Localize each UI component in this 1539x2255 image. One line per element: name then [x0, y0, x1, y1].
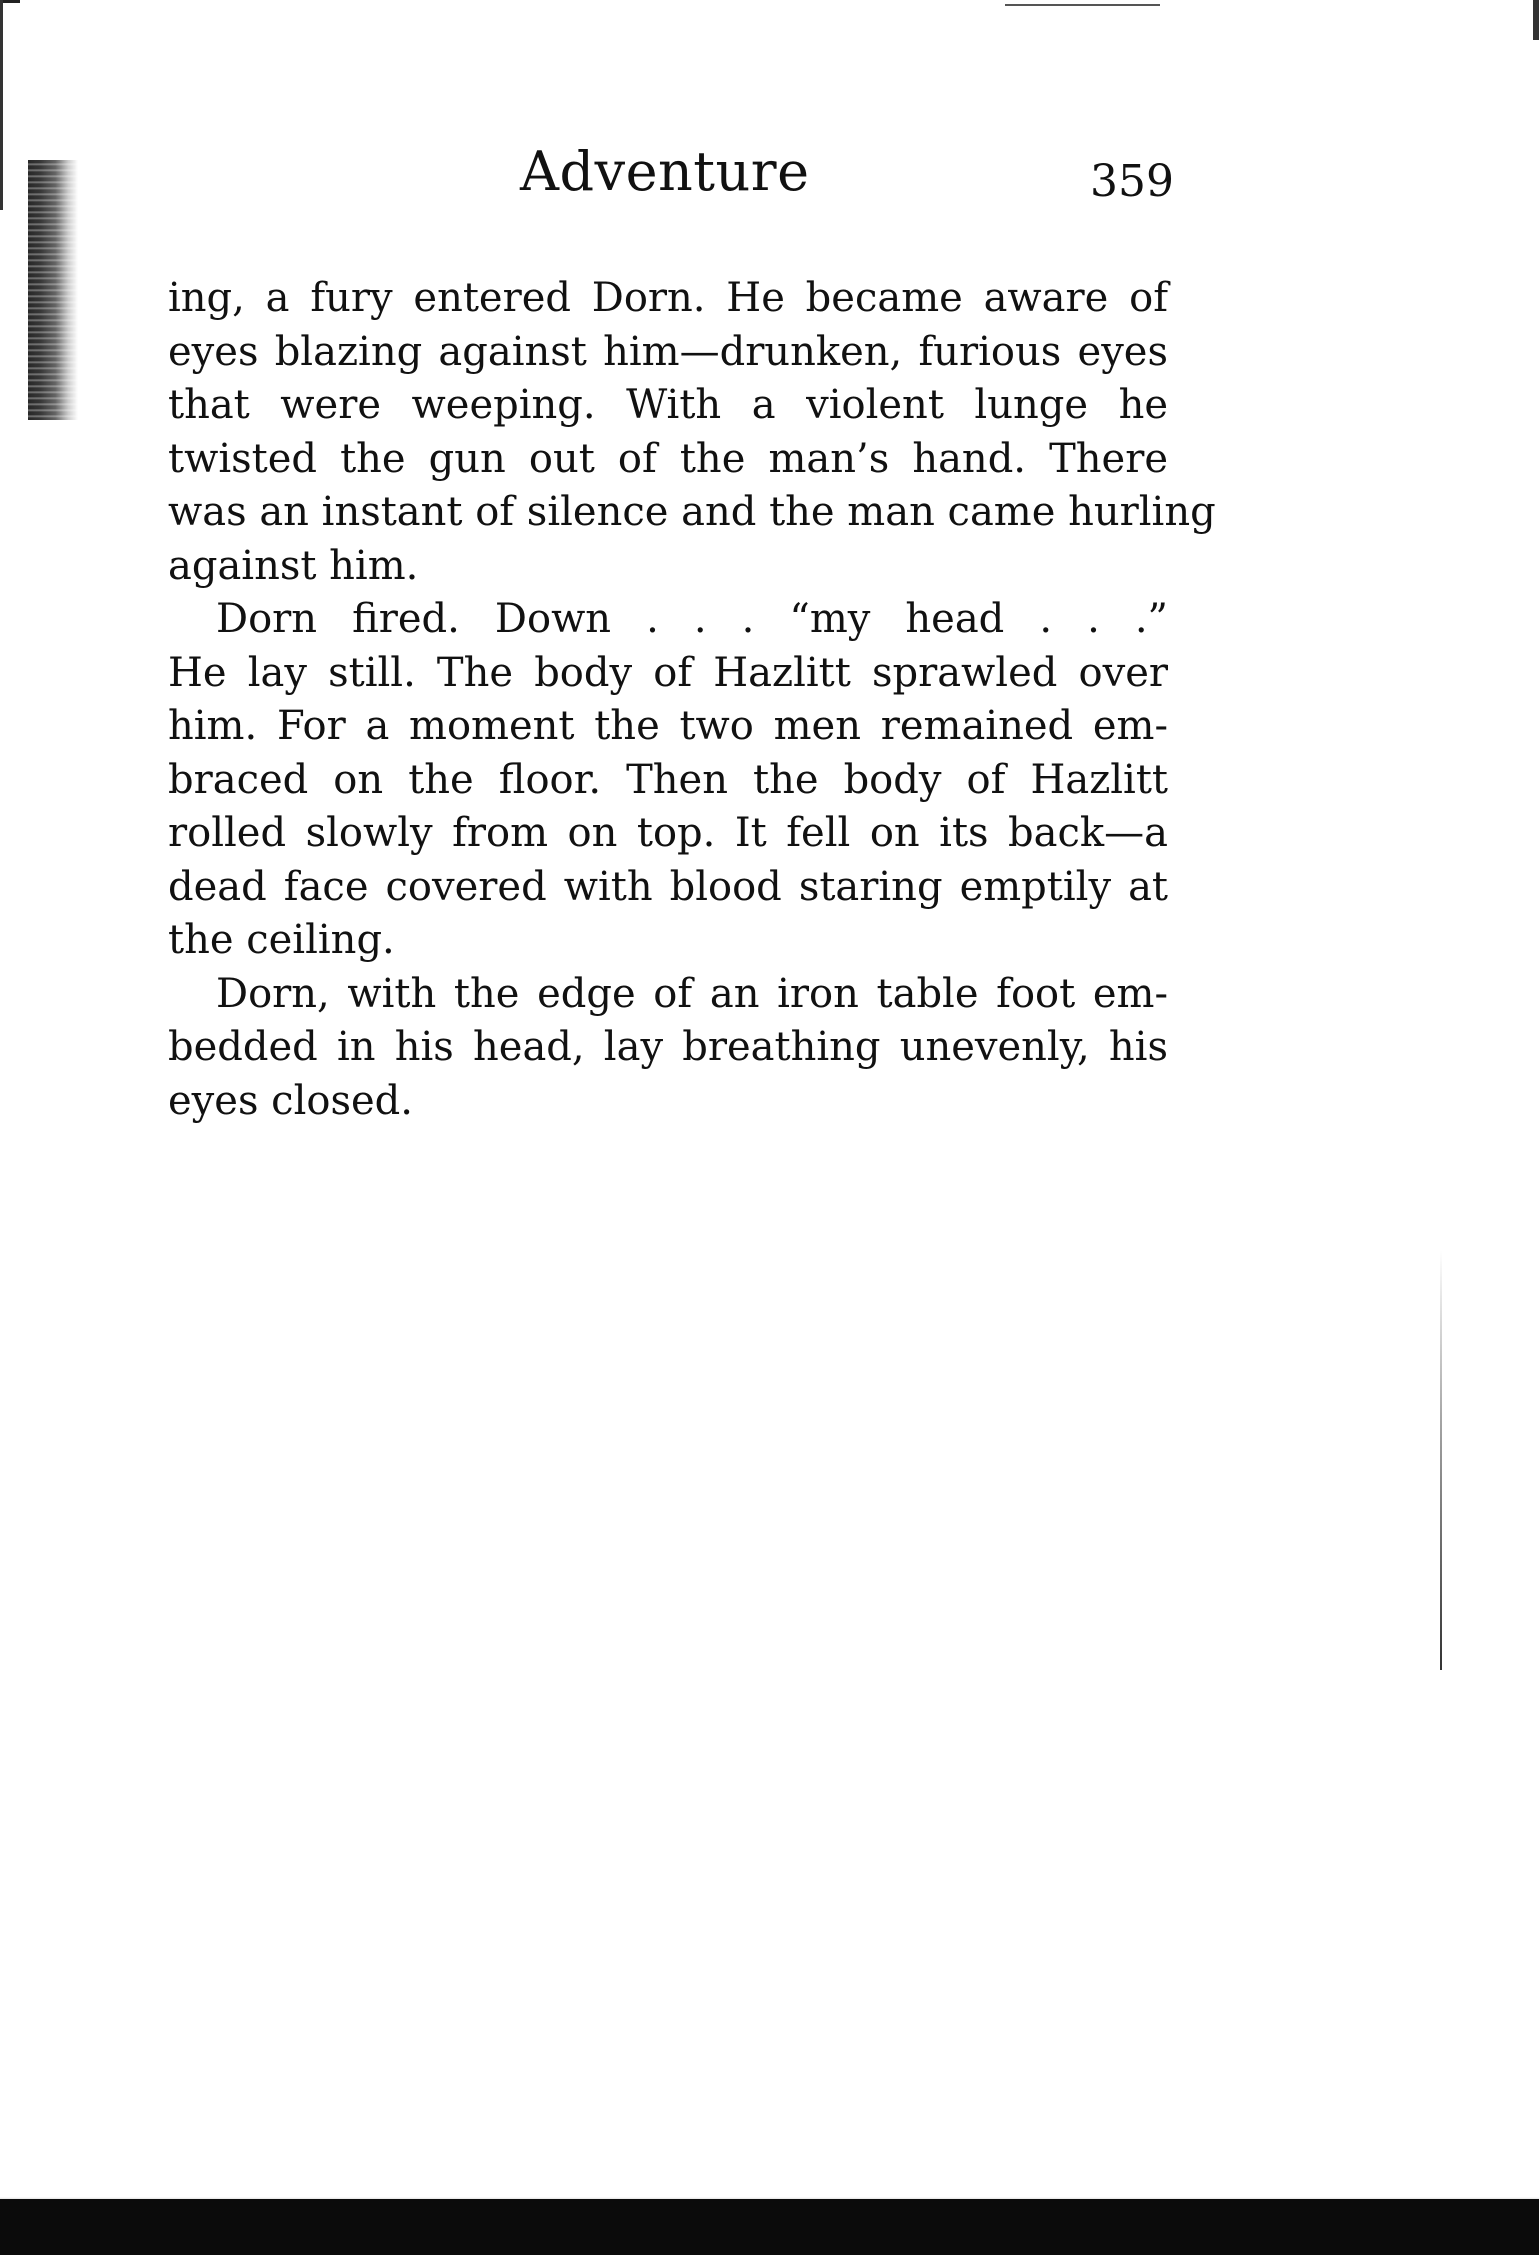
paragraph	[168, 272, 1216, 593]
scan-left-edge	[0, 0, 3, 210]
page-number: 359	[1090, 156, 1174, 207]
body-text	[168, 272, 1216, 1128]
text-line: him. For a moment the two men remained em-	[168, 703, 1168, 749]
text-line: rolled slowly from on top. It fell on its back—a	[168, 810, 1168, 856]
scan-bottom-band	[0, 2199, 1539, 2255]
scan-border-corner	[0, 0, 20, 3]
text-line: the ceiling.	[168, 917, 395, 963]
running-head: Adventure	[520, 140, 810, 203]
text-line: against him.	[168, 542, 419, 589]
text-line: twisted the gun out of the man’s hand. There	[168, 435, 1168, 482]
text-line: that were weeping. With a violent lunge he	[168, 382, 1168, 428]
text-line: eyes closed.	[168, 1077, 413, 1124]
scan-top-rule	[1005, 4, 1160, 6]
text-line: Dorn fired. Down . . . “my head . . .”	[216, 596, 1168, 642]
paragraph	[168, 968, 1168, 1129]
text-line: braced on the floor. Then the body of Hazlitt	[168, 756, 1168, 803]
scan-right-edge	[1533, 0, 1539, 40]
text-line: ing, a fury entered Dorn. He became aware of	[168, 275, 1168, 321]
text-line: bedded in his head, lay breathing unevenly, his	[168, 1024, 1168, 1070]
paragraph	[168, 593, 1168, 968]
text-line: was an instant of silence and the man came hurling	[168, 489, 1216, 535]
text-line: Dorn, with the edge of an iron table foot em-	[216, 970, 1168, 1017]
text-line: He lay still. The body of Hazlitt sprawled over	[168, 649, 1168, 696]
text-line: dead face covered with blood staring emptily at	[168, 863, 1168, 910]
scan-margin-rule	[1440, 1250, 1442, 1670]
text-line: eyes blazing against him—drunken, furious eyes	[168, 328, 1168, 375]
binding-shadow	[28, 160, 78, 420]
